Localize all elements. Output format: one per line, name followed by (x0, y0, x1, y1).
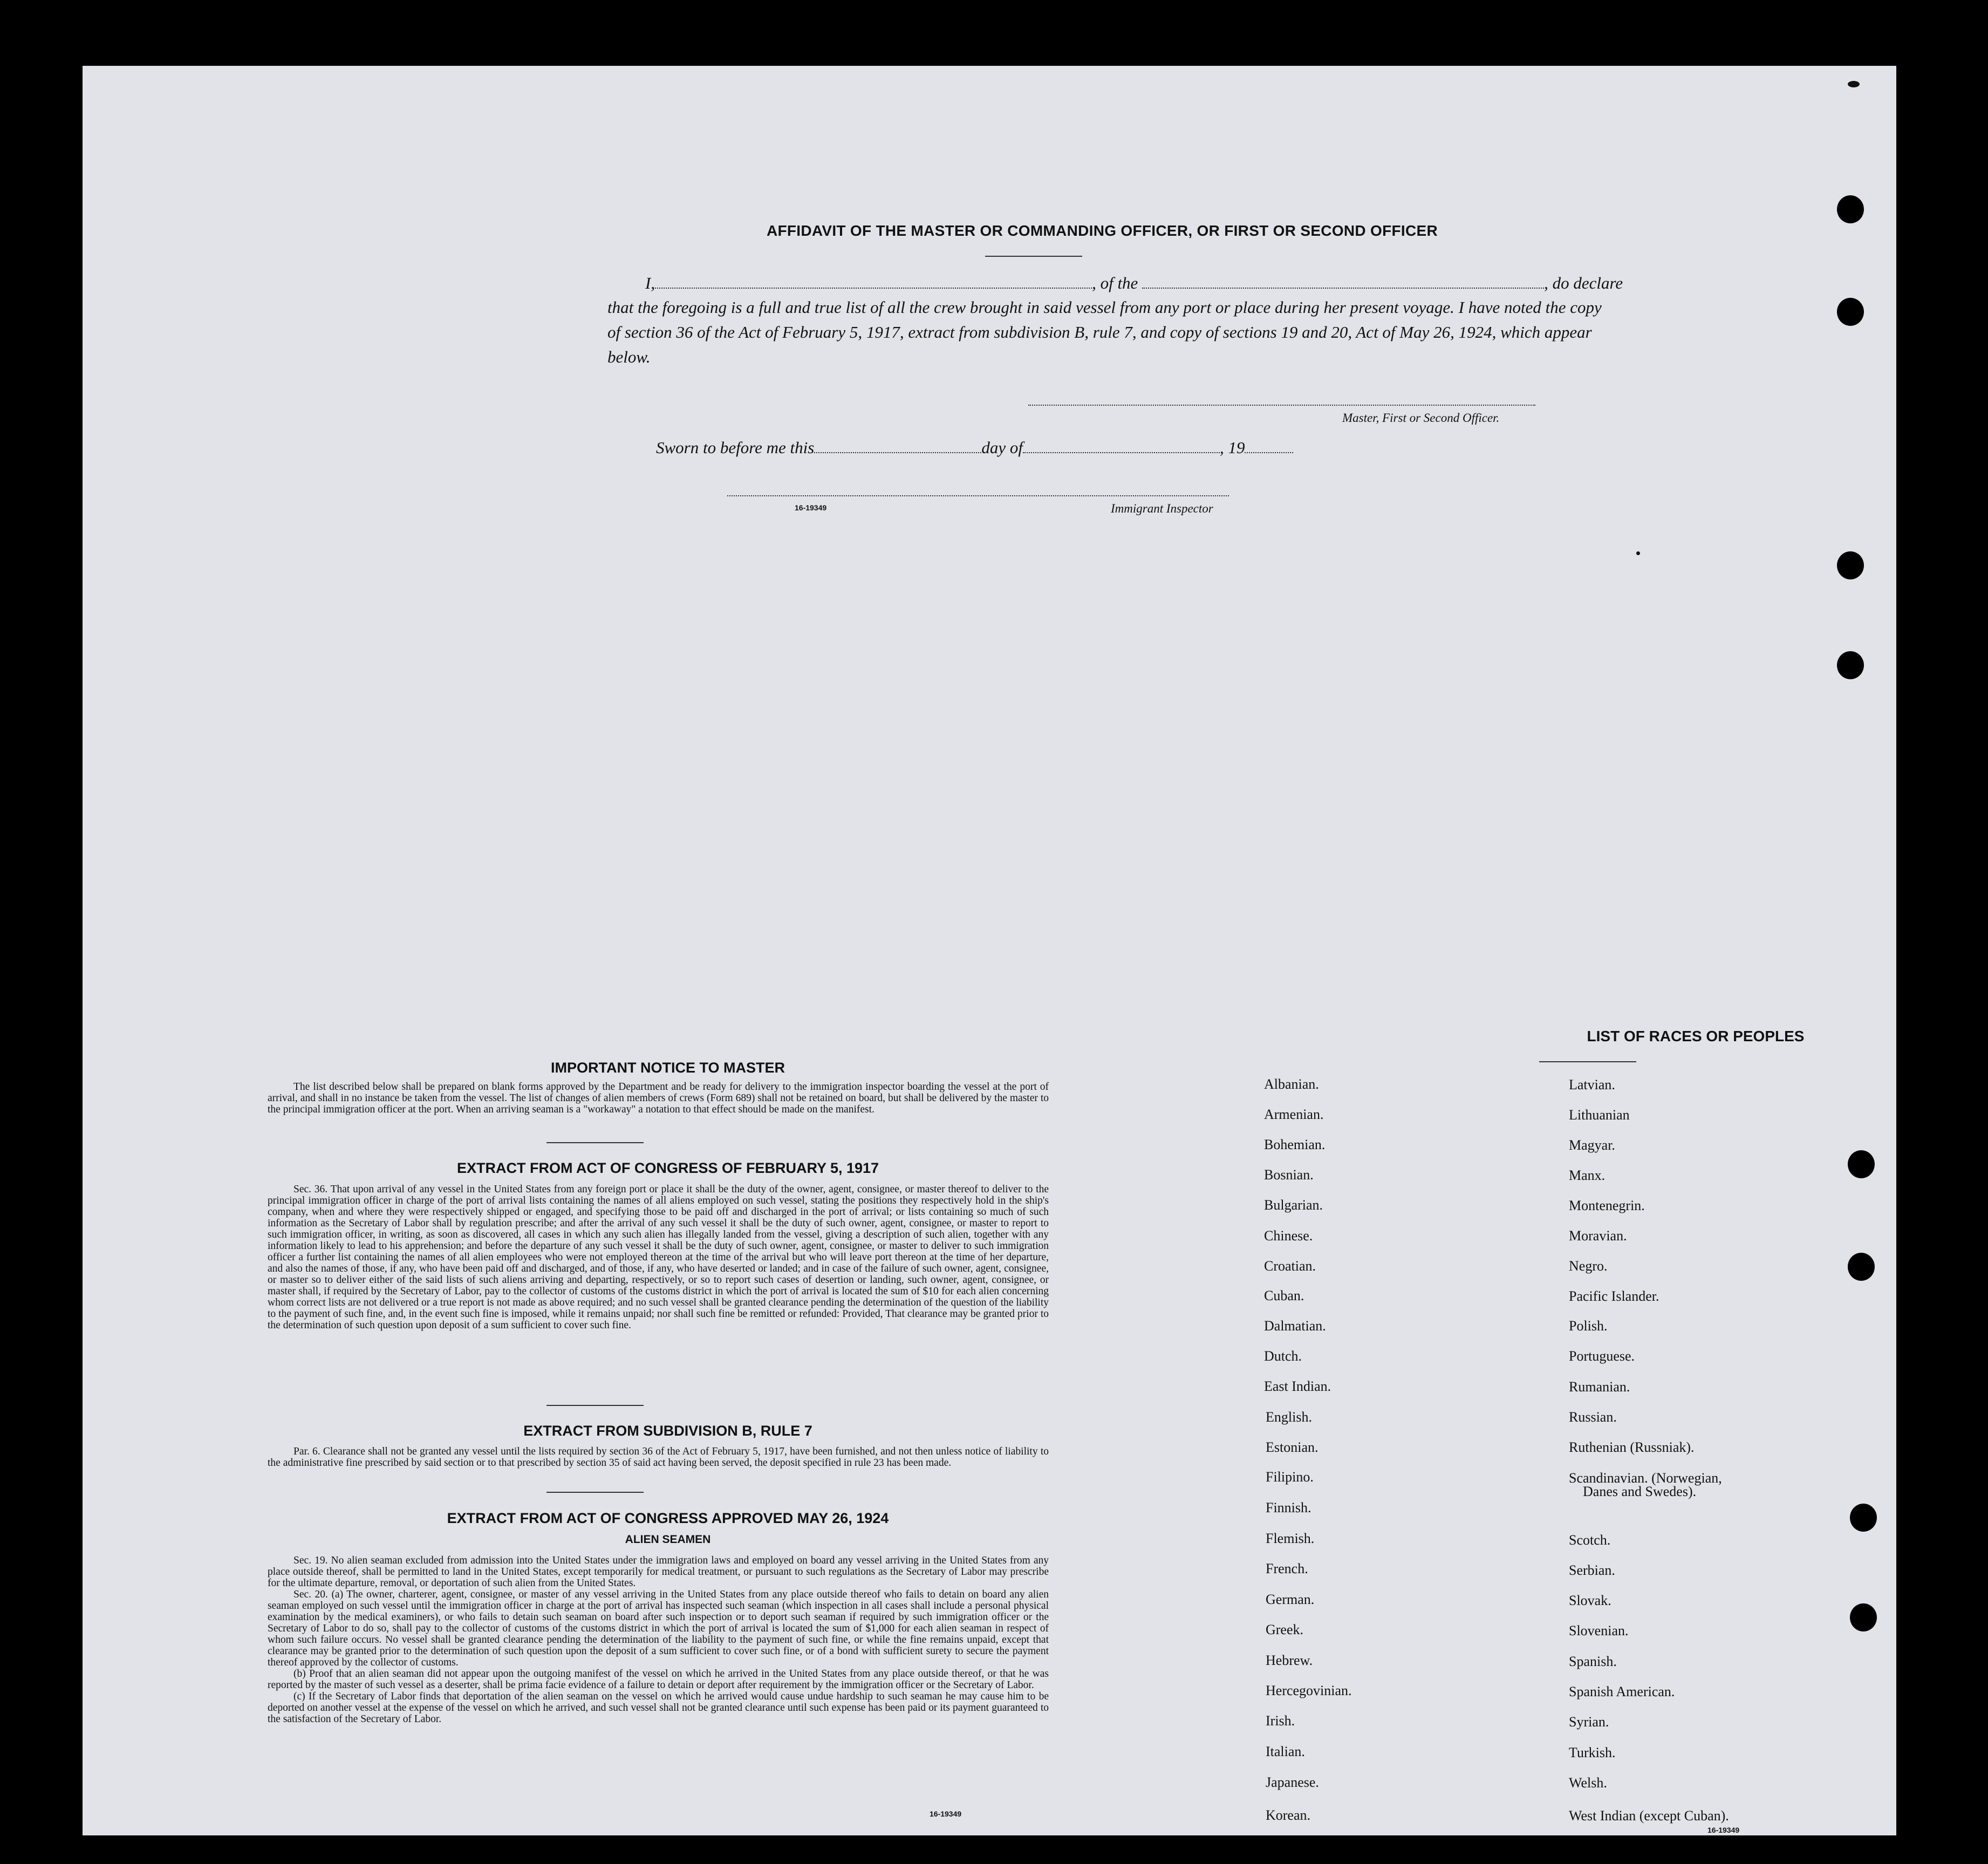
race-item-left: Albanian. (1264, 1076, 1319, 1092)
day-of-label: day of (981, 438, 1023, 457)
par6-paragraph: Par. 6. Clearance shall not be granted any vessel until the lists required by section 36 of the Act of February 5, 1917, have been furnished, and not then unless notice of liability to the administrative fine prescribed by said section or to that prescribed by section 35 of said act having been served, the deposit specified in rule 23 has been made. (268, 1446, 1049, 1469)
affidavit-title: AFFIDAVIT OF THE MASTER OR COMMANDING OFFICER, OR FIRST OR SECOND OFFICER (766, 222, 1438, 239)
race-item-left: Hercegovinian. (1266, 1683, 1352, 1698)
sworn-label: Sworn to before me this (656, 438, 815, 457)
race-item-right: Rumanian. (1569, 1379, 1630, 1395)
race-item-right: Scandinavian. (Norwegian, (1569, 1470, 1722, 1486)
i-label: I, (645, 274, 655, 292)
race-item-left: Bosnian. (1264, 1167, 1314, 1183)
punch-hole (1850, 1504, 1877, 1532)
extract-1924-title: EXTRACT FROM ACT OF CONGRESS APPROVED MAY 26, 1924 (447, 1510, 889, 1526)
alien-seamen-subtitle: ALIEN SEAMEN (625, 1533, 711, 1546)
race-item-left: Japanese. (1266, 1774, 1319, 1790)
month-blank[interactable] (1023, 452, 1220, 453)
race-item-left: Hebrew. (1266, 1653, 1313, 1668)
race-item-right: Slovenian. (1569, 1623, 1629, 1638)
race-item-right: Latvian. (1569, 1077, 1615, 1093)
name-blank[interactable] (655, 287, 1092, 289)
race-item-right: Portuguese. (1569, 1348, 1635, 1364)
punch-hole (1837, 298, 1864, 326)
race-item-left: Italian. (1266, 1744, 1305, 1759)
extract-1917-text (268, 1184, 1049, 1394)
section-rule (546, 1142, 644, 1143)
races-title: LIST OF RACES OR PEOPLES (1587, 1028, 1805, 1044)
year-label: , 19 (1219, 438, 1245, 457)
punch-hole (1837, 551, 1864, 579)
races-rule (1539, 1061, 1636, 1062)
inspector-caption: Immigrant Inspector (1111, 502, 1213, 515)
scan-speck (1636, 551, 1640, 555)
race-item-left: Dalmatian. (1264, 1318, 1326, 1334)
extract-rule7-text (268, 1446, 1049, 1481)
race-item-right: Pacific Islander. (1569, 1288, 1659, 1304)
form-number: 16-19349 (1707, 1826, 1740, 1834)
race-item-left: Flemish. (1266, 1531, 1315, 1546)
extract-1924-text (268, 1555, 1049, 1792)
form-number: 16-19349 (930, 1810, 962, 1818)
race-item-right: Moravian. (1569, 1228, 1627, 1244)
race-item-left: Bulgarian. (1264, 1197, 1323, 1213)
race-item-left: Croatian. (1264, 1258, 1316, 1274)
race-item-right: Manx. (1569, 1167, 1606, 1183)
race-item-right: Serbian. (1569, 1562, 1615, 1578)
affidavit-declaration-line (645, 274, 1623, 293)
race-item-right: Syrian. (1569, 1714, 1609, 1730)
notice-paragraph: The list described below shall be prepared on blank forms approved by the Department and be ready for delivery to the immigration inspector boarding the vessel at the port of arrival, and shall in no instance be taken from the vessel. The list of changes of alien members of crews (Form 689) shall not be retained on board, but shall be delivered by the master to the principal immigration officer at the port. When an arriving seaman is a "workaway" a notation to that effect should be made on the manifest. (268, 1081, 1049, 1115)
do-declare-label: , do declare (1544, 274, 1623, 292)
punch-hole (1837, 651, 1864, 679)
extract-1917-title: EXTRACT FROM ACT OF CONGRESS OF FEBRUARY 5, 1917 (456, 1160, 879, 1176)
affidavit-paragraph: that the foregoing is a full and true list of all the crew brought in said vessel from any port or place during her present voyage. I have noted the copy of section 36 of the Act of February 5, 1917, extract from subdivision B, rule 7, and copy of sections 19 and 20, Act of May 26, 1924, which appear below. (607, 298, 1602, 366)
race-item-left: Finnish. (1266, 1500, 1311, 1515)
race-item-left: Dutch. (1264, 1348, 1302, 1364)
master-signature-line[interactable] (1028, 405, 1535, 406)
sec20b-paragraph: (b) Proof that an alien seaman did not appear upon the outgoing manifest of the vessel on which he arrived in the United States from any place outside thereof, or that he was reported by the master of such vessel as a deserter, shall be prima facie evidence of a failure to detain or deport after requirement by the immigration officer or the Secretary of Labor. (268, 1668, 1049, 1691)
race-item-right: Danes and Swedes). (1583, 1484, 1697, 1499)
race-item-right: Lithuanian (1569, 1107, 1630, 1123)
of-the-label: , of the (1092, 274, 1138, 292)
race-item-right: West Indian (except Cuban). (1569, 1808, 1729, 1824)
section-rule (546, 1405, 644, 1406)
race-item-left: German. (1266, 1592, 1315, 1607)
notice-text (268, 1081, 1049, 1130)
race-item-left: Cuban. (1264, 1288, 1304, 1303)
race-item-left: Filipino. (1266, 1469, 1314, 1485)
race-item-right: Turkish. (1569, 1745, 1616, 1760)
form-number: 16-19349 (795, 503, 827, 512)
race-item-right: Slovak. (1569, 1593, 1611, 1608)
race-item-right: Russian. (1569, 1409, 1617, 1425)
sec36-paragraph: Sec. 36. That upon arrival of any vessel in the United States from any foreign port or place it shall be the duty of the owner, agent, consignee, or master thereof to deliver to the principal immigration officer in charge of the port of arrival lists containing the names of all aliens employed on such vessel, stating the positions they respectively hold in the ship's company, when and where they were respectively shipped or engaged, and specifying those to be paid off and discharged in the port of arrival; or lists containing so much of such information as the Secretary of Labor shall by regulation prescribe; and after the arrival of any such vessel it shall be the duty of such owner, agent, consignee, or master to report to such immigration officer, in writing, as soon as discovered, all cases in which any such alien has illegally landed from the vessel, giving a description of such alien, together with any information likely to lead to his apprehension; and before the departure of any such vessel it shall be the duty of such owner, agent, consignee, or master to deliver to such immigration officer a further list containing the names of all alien employees who were not employed thereon at the time of the arrival but who will leave port thereon at the time of her departure, and also the names of those, if any, who have been paid off and discharged, and of those, if any, who have deserted or landed; and in case of the failure of such owner, agent, consignee, or master so to deliver either of the said lists of such aliens arriving and departing, respectively, or so to report such cases of desertion or landing, such owner, agent, consignee, or master shall, if required by the Secretary of Labor, pay to the collector of customs of the customs district in which the port of arrival is located the sum of $10 for each alien concerning whom correct lists are not delivered or a true report is not made as above required; and no such vessel shall be granted clearance pending the determination of the question of the liability to the payment of such fine, and, in the event such fine is imposed, while it remains unpaid; nor shall such fine be remitted or refunded: Provided, That clearance may be granted prior to the determination of such question upon deposit of a sum sufficient to cover such fine. (268, 1184, 1049, 1331)
race-item-right: Magyar. (1569, 1137, 1615, 1153)
race-item-right: Welsh. (1569, 1775, 1607, 1791)
punch-hole (1837, 195, 1864, 223)
sworn-line (656, 438, 1293, 458)
race-item-left: Armenian. (1264, 1107, 1324, 1122)
race-item-left: English. (1266, 1409, 1312, 1425)
race-item-right: Spanish American. (1569, 1684, 1675, 1699)
race-item-left: Korean. (1266, 1807, 1311, 1823)
extract-rule7-title: EXTRACT FROM SUBDIVISION B, RULE 7 (523, 1423, 812, 1439)
notice-title: IMPORTANT NOTICE TO MASTER (551, 1060, 785, 1076)
section-rule (546, 1492, 644, 1493)
race-item-right: Scotch. (1569, 1532, 1611, 1548)
year-blank[interactable] (1245, 452, 1293, 453)
race-item-left: Irish. (1266, 1713, 1295, 1729)
race-item-right: Ruthenian (Russniak). (1569, 1439, 1695, 1455)
punch-hole (1848, 1150, 1875, 1178)
race-item-left: East Indian. (1264, 1378, 1331, 1394)
race-item-left: Chinese. (1264, 1228, 1313, 1244)
race-item-right: Spanish. (1569, 1654, 1617, 1669)
punch-hole (1848, 1253, 1875, 1281)
race-item-right: Negro. (1569, 1258, 1608, 1274)
race-item-left: Greek. (1266, 1622, 1304, 1637)
sec19-paragraph: Sec. 19. No alien seaman excluded from admission into the United States under the immigration laws and employed on board any vessel arriving in the United States from any place outside thereof, shall be permitted to land in the United States, except temporarily for medical treatment, or pursuant to such regulations as the Secretary of Labor may prescribe for the ultimate departure, removal, or deportation of such alien from the United States. (268, 1555, 1049, 1589)
sec20a-paragraph: Sec. 20. (a) The owner, charterer, agent, consignee, or master of any vessel arriving in the United States from any place outside thereof who fails to detain on board any alien seaman employed on such vessel until the immigration officer in charge at the port of arrival has inspected such seaman (which inspection in all cases shall include a personal physical examination by the medical examiners), or who fails to detain such seaman on board after such inspection or to deport such seaman if required by such immigration officer or the Secretary of Labor to do so, shall pay to the collector of customs of the customs district in which the port of arrival is located the sum of $1,000 for each alien seaman in respect of whom such failure occurs. No vessel shall be granted clearance pending the determination of the liability to the payment of such fine, or while the fine remains unpaid, except that clearance may be granted prior to the determination of such question upon the deposit of a sum sufficient to cover such fine, or of a bond with sufficient surety to secure the payment thereof approved by the collector of customs. (268, 1589, 1049, 1668)
race-item-left: French. (1266, 1561, 1308, 1576)
race-item-right: Polish. (1569, 1318, 1608, 1334)
scan-speck (1848, 81, 1860, 87)
race-item-left: Bohemian. (1264, 1137, 1326, 1152)
inspector-signature-line[interactable] (727, 495, 1229, 496)
master-caption: Master, First or Second Officer. (1342, 411, 1500, 425)
race-item-right: Montenegrin. (1569, 1198, 1645, 1213)
vessel-blank[interactable] (1142, 287, 1544, 289)
day-blank[interactable] (814, 452, 981, 453)
punch-hole (1850, 1603, 1877, 1631)
sec20c-paragraph: (c) If the Secretary of Labor finds that deportation of the alien seaman on the vessel on which he arrived would cause undue hardship to such seaman he may cause him to be deported on another vessel at the expense of the vessel on which he arrived, and such vessel shall not be granted clearance until such expense has been paid or its payment guaranteed to the satisfaction of the Secretary of Labor. (268, 1691, 1049, 1725)
form-sheet (83, 66, 1896, 1835)
race-item-left: Estonian. (1266, 1439, 1318, 1455)
title-rule (985, 256, 1082, 257)
